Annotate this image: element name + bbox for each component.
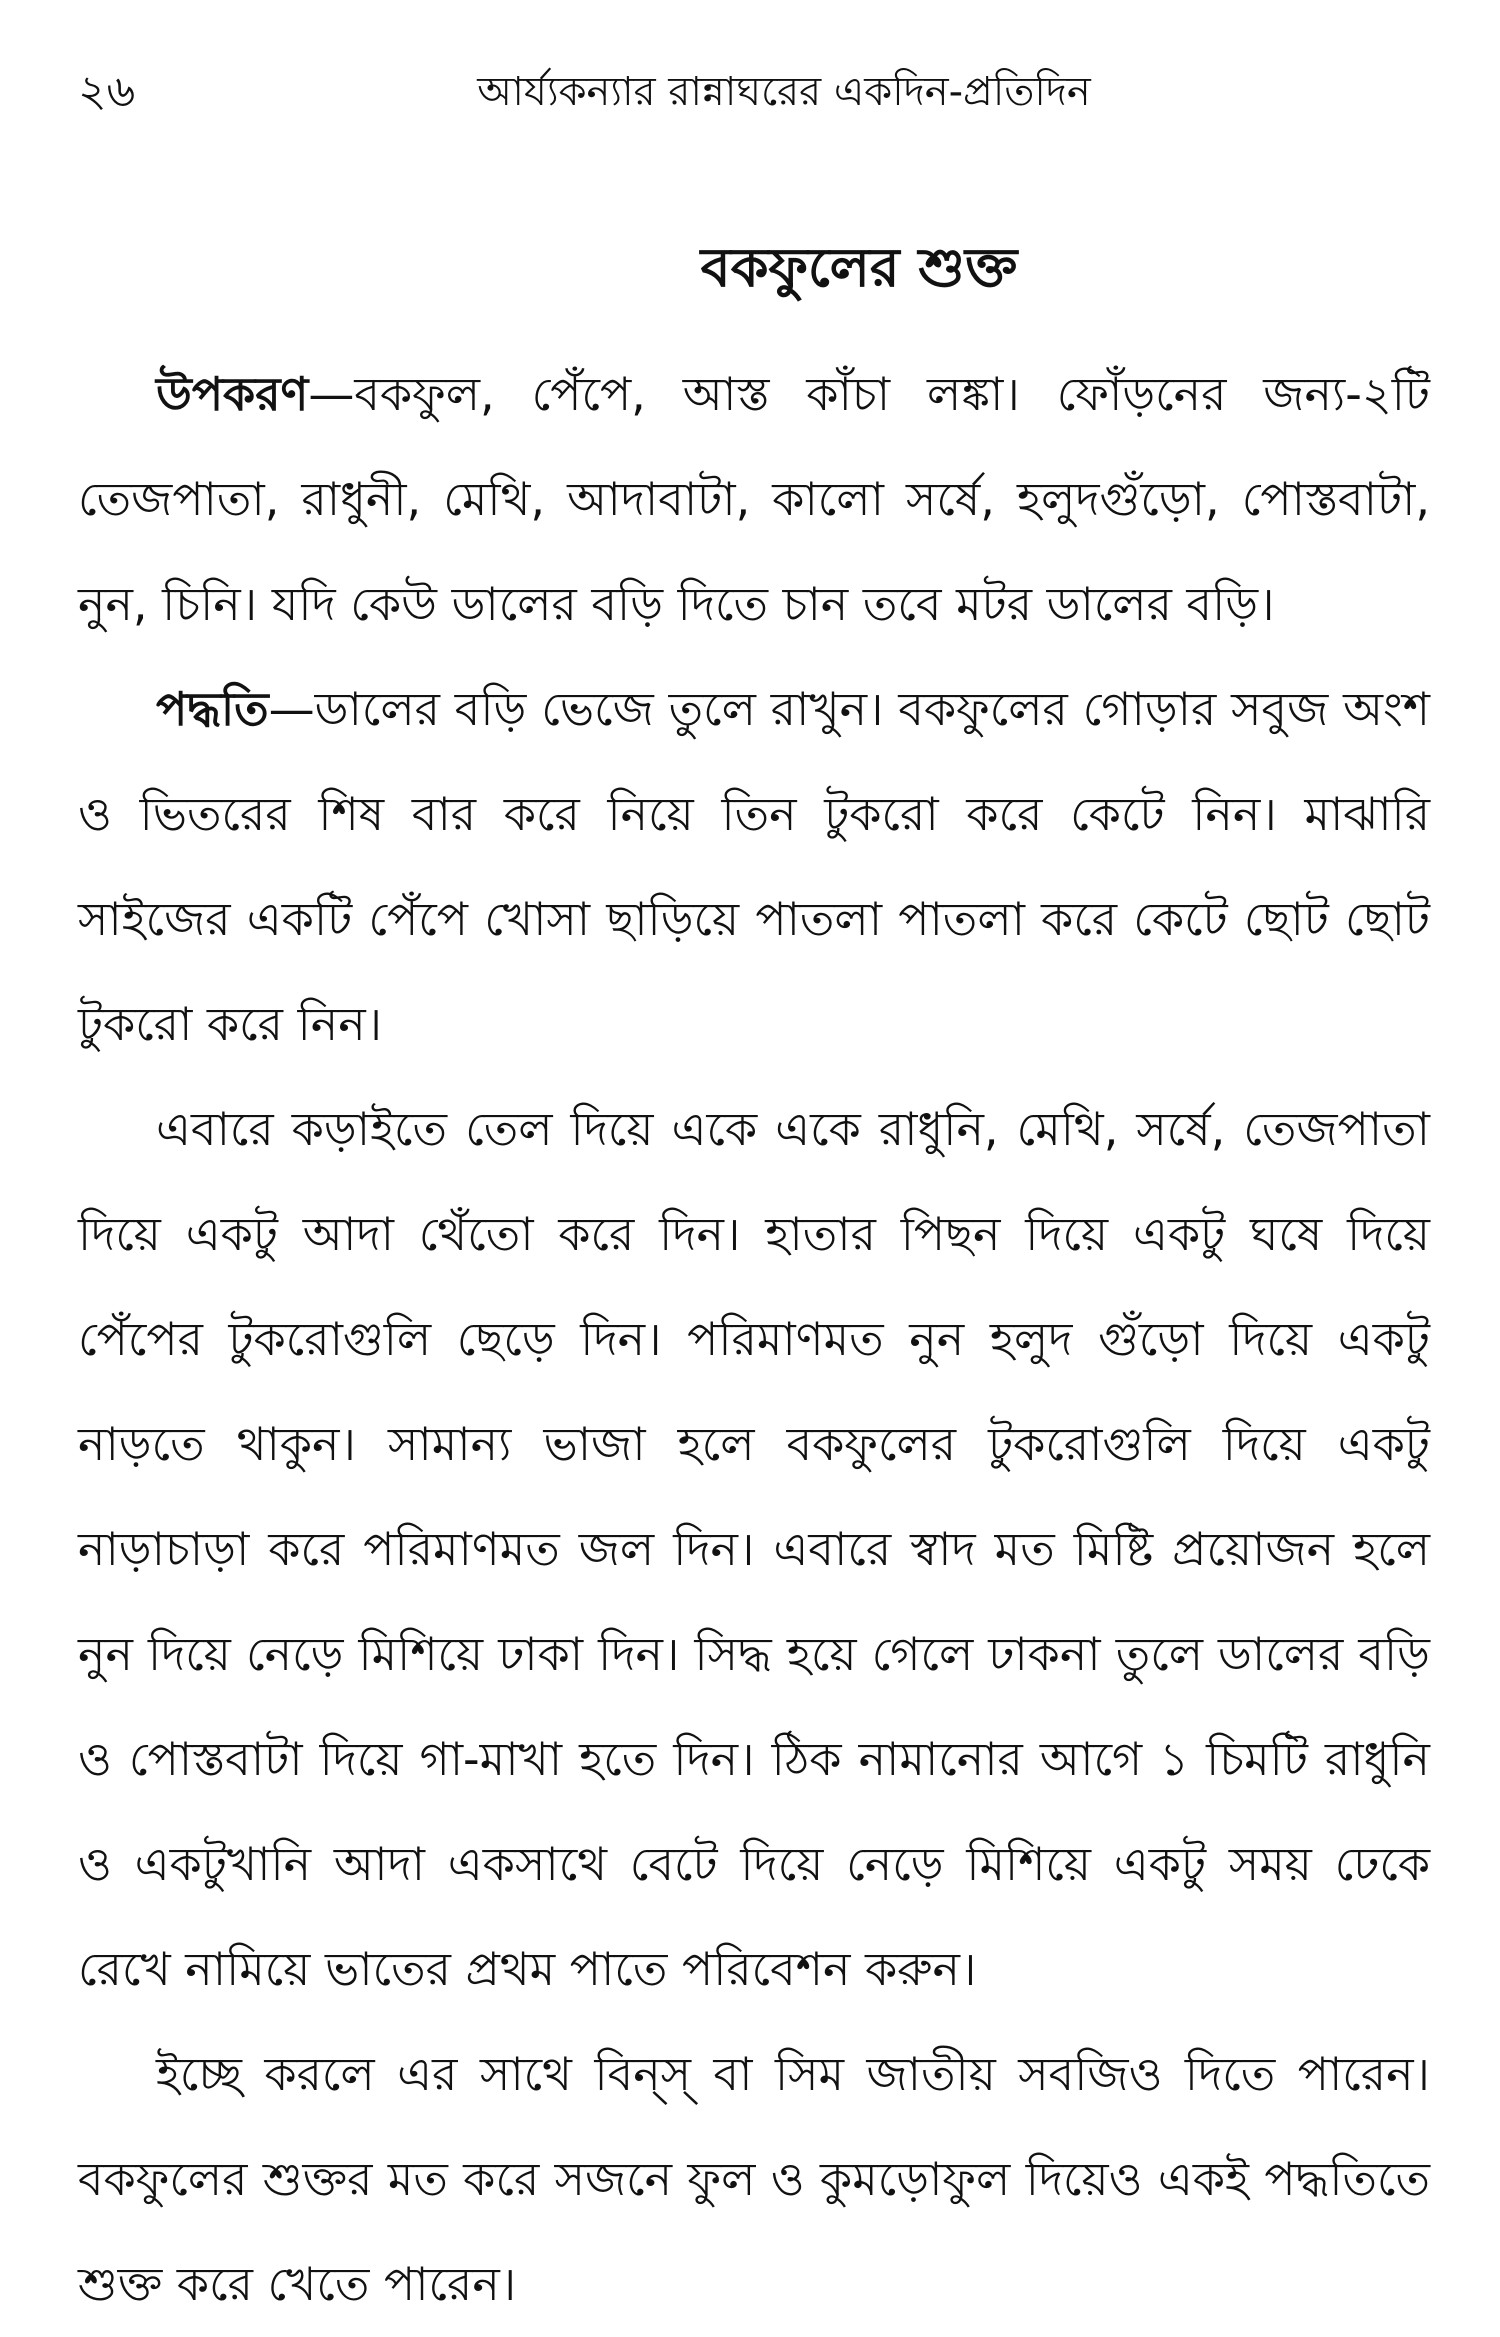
running-head [78, 58, 1430, 128]
ingredients-label: উপকরণ [156, 367, 309, 421]
recipe-title: বকফুলের শুক্ত [700, 236, 1018, 299]
method-label: পদ্ধতি [156, 682, 269, 736]
page-number: ২৬ [78, 66, 136, 117]
cooking-paragraph: এবারে কড়াইতে তেল দিয়ে একে একে রাধুনি, মেথি, সর্ষে, তেজপাতা দিয়ে একটু আদা থেঁতো করে দিন। হাতার পিছন দিয়ে একটু ঘষে দিয়ে পেঁপের টুকরোগুলি ছেড়ে দিন। পরিমাণমত নুন হলুদ গুঁড়ো দিয়ে একটু নাড়তে থাকুন। সামান্য ভাজা হলে বকফুলের টুকরোগুলি দিয়ে একটু নাড়াচাড়া করে পরিমাণমত জল দিন। এবারে স্বাদ মত মিষ্টি প্রয়োজন হলে নুন দিয়ে নেড়ে মিশিয়ে ঢাকা দিন। সিদ্ধ হয়ে গেলে ঢাকনা তুলে ডালের বড়ি ও পোস্তবাটা দিয়ে গা-মাখা হতে দিন। ঠিক নামানোর আগে ১ চিমটি রাধুনি ও একটুখানি আদা একসাথে বেটে দিয়ে নেড়ে মিশিয়ে একটু সময় ঢেকে রেখে নামিয়ে ভাতের প্রথম পাতে পরিবেশন করুন। [78, 1102, 1430, 1996]
book-title: আর্য্যকন্যার রান্নাঘরের একদিন-প্রতিদিন [477, 69, 1091, 115]
variation-paragraph: ইচ্ছে করলে এর সাথে বিন্‌স্ বা সিম জাতীয় সবজিও দিতে পারেন। বকফুলের শুক্তর মত করে সজনে ফুল ও কুমড়োফুল দিয়েও একই পদ্ধতিতে শুক্ত করে খেতে পারেন। [78, 2047, 1430, 2311]
method-text: —ডালের বড়ি ভেজে তুলে রাখুন। বকফুলের গোড়ার সবুজ অংশ ও ভিতরের শিষ বার করে নিয়ে তিন টুকরো করে কেটে নিন। মাঝারি সাইজের একটি পেঁপে খোসা ছাড়িয়ে পাতলা পাতলা করে কেটে ছোট ছোট টুকরো করে নিন। [78, 682, 1430, 1051]
ingredients-paragraph [78, 342, 1430, 657]
recipe-body [78, 342, 1430, 2337]
ingredients-text: —বকফুল, পেঁপে, আস্ত কাঁচা লঙ্কা। ফোঁড়নের জন্য-২টি তেজপাতা, রাধুনী, মেথি, আদাবাটা, কালো সর্ষে, হলুদগুঁড়ো, পোস্তবাটা, নুন, চিনি। যদি কেউ ডালের বড়ি দিতে চান তবে মটর ডালের বড়ি। [78, 367, 1430, 631]
method-paragraph [78, 657, 1430, 1077]
